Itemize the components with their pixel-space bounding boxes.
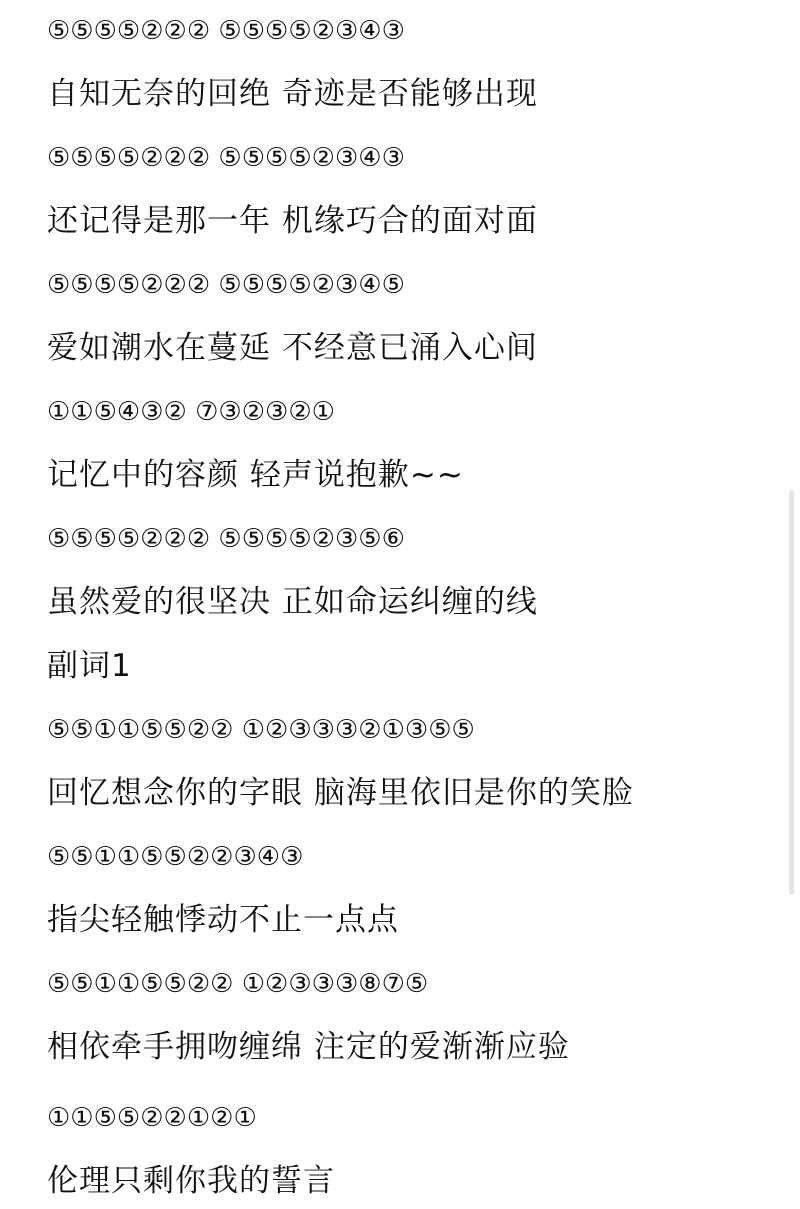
lyric-line-2: 还记得是那一年 机缘巧合的面对面 — [47, 203, 538, 239]
note-line-4: ①①⑤④③② ⑦③②③②① — [47, 397, 335, 427]
note-line-6: ⑤⑤①①⑤⑤②② ①②③③③②①③⑤⑤ — [47, 715, 475, 745]
note-line-2: ⑤⑤⑤⑤②②② ⑤⑤⑤⑤②③④③ — [47, 143, 405, 173]
section-label: 副词1 — [47, 648, 132, 684]
note-line-3: ⑤⑤⑤⑤②②② ⑤⑤⑤⑤②③④⑤ — [47, 270, 405, 300]
lyric-line-1: 自知无奈的回绝 奇迹是否能够出现 — [47, 76, 538, 112]
note-line-7: ⑤⑤①①⑤⑤②②③④③ — [47, 842, 304, 872]
scrollbar[interactable] — [789, 490, 794, 895]
lyric-line-7: 指尖轻触悸动不止一点点 — [47, 902, 399, 938]
note-line-9: ①①⑤⑤②②①②① — [47, 1103, 257, 1133]
note-line-1: ⑤⑤⑤⑤②②② ⑤⑤⑤⑤②③④③ — [47, 16, 405, 46]
lyric-line-8: 相依牵手拥吻缠绵 注定的爱渐渐应验 — [47, 1029, 570, 1065]
note-line-8: ⑤⑤①①⑤⑤②② ①②③③③⑧⑦⑤ — [47, 969, 429, 999]
note-line-5: ⑤⑤⑤⑤②②② ⑤⑤⑤⑤②③⑤⑥ — [47, 524, 405, 554]
lyric-line-6: 回忆想念你的字眼 脑海里依旧是你的笑脸 — [47, 775, 634, 811]
lyric-line-5: 虽然爱的很坚决 正如命运纠缠的线 — [47, 584, 538, 620]
lyric-line-9: 伦理只剩你我的誓言 — [47, 1163, 335, 1199]
lyric-line-3: 爱如潮水在蔓延 不经意已涌入心间 — [47, 330, 538, 366]
lyric-line-4: 记忆中的容颜 轻声说抱歉~~ — [47, 457, 464, 493]
